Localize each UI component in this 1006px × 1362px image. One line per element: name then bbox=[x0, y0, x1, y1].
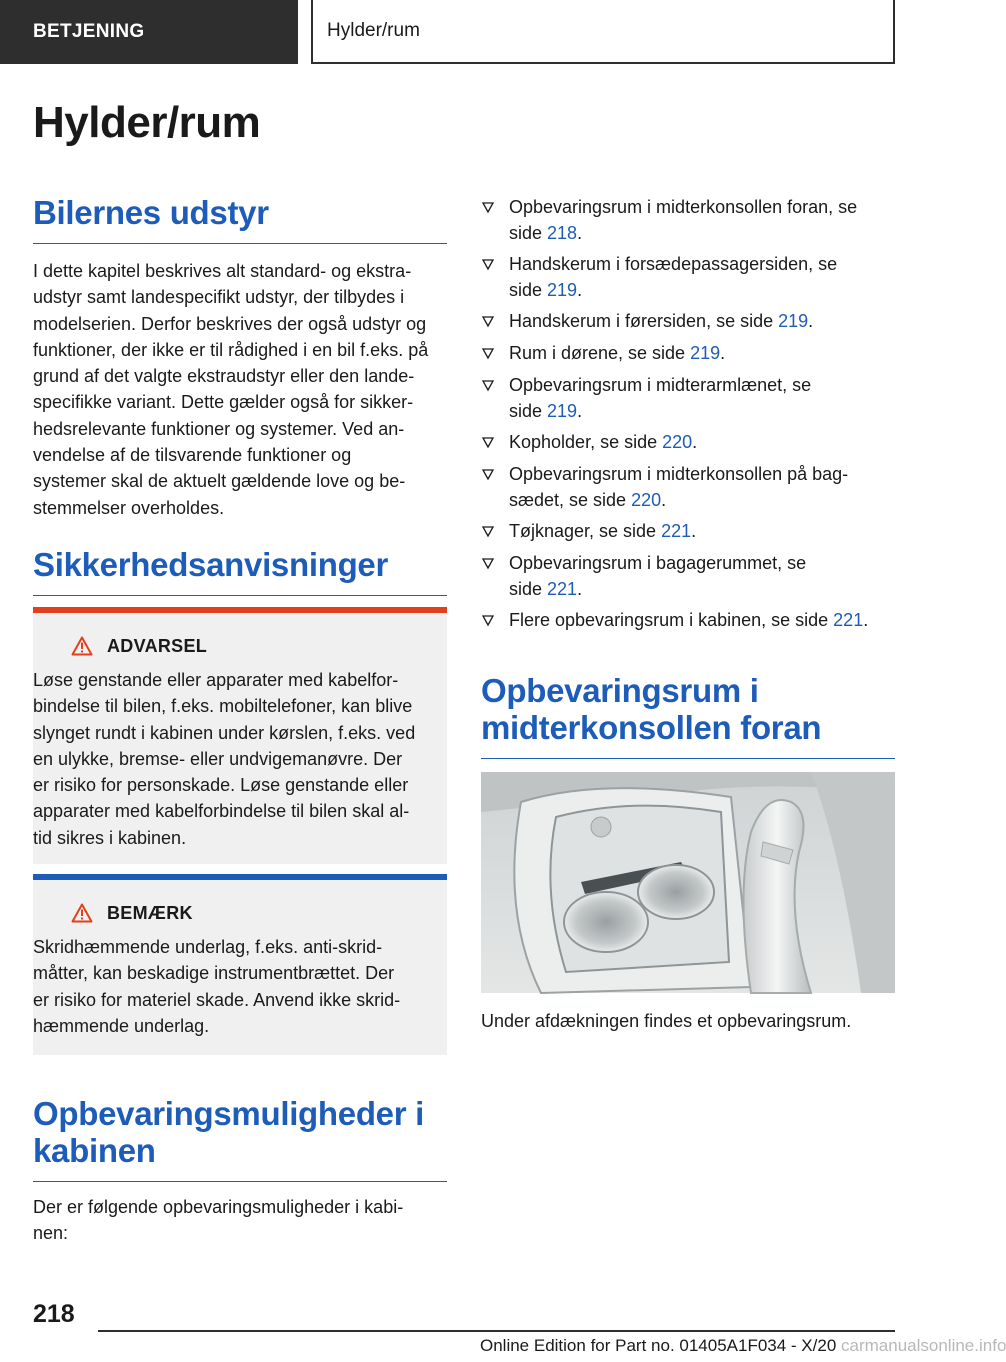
text-line: nen: bbox=[33, 1223, 69, 1244]
text-line: Løse genstande eller apparater med kabelfor- bbox=[33, 670, 399, 690]
item-text: Flere opbevaringsrum i kabinen, se side bbox=[509, 610, 834, 630]
bullet-triangle-icon bbox=[482, 258, 494, 270]
paragraph-equipment bbox=[33, 258, 447, 521]
item-end: . bbox=[863, 610, 869, 630]
bullet-triangle-icon bbox=[482, 379, 494, 391]
note-box bbox=[33, 874, 447, 1055]
page-title: Hylder/rum bbox=[33, 98, 261, 147]
item-line bbox=[509, 429, 697, 455]
page-link[interactable]: 218 bbox=[547, 223, 578, 244]
list-item bbox=[481, 340, 725, 366]
text-line: hæmmende underlag. bbox=[33, 1015, 210, 1036]
heading-line: Opbevaringsmuligheder i bbox=[33, 1095, 425, 1132]
text-line: grund af det valgte ekstraudstyr eller den lande- bbox=[33, 366, 415, 387]
heading-equipment: Bilernes udstyr bbox=[33, 194, 447, 244]
warning-triangle-icon bbox=[71, 636, 93, 656]
warning-text bbox=[33, 667, 447, 851]
heading-storage-options bbox=[33, 1095, 447, 1182]
footer-edition bbox=[480, 1336, 1006, 1358]
photo-caption: Under afdækningen findes et opbevaringsrum. bbox=[481, 1011, 852, 1031]
list-item bbox=[481, 194, 857, 247]
warning-box bbox=[33, 607, 447, 864]
bullet-triangle-icon bbox=[482, 436, 494, 448]
item-text: side bbox=[509, 223, 548, 244]
item-end: . bbox=[720, 343, 726, 363]
item-text: side bbox=[509, 401, 548, 422]
item-text: Tøjknager, se side bbox=[509, 521, 662, 541]
item-end: . bbox=[577, 280, 583, 301]
item-end: . bbox=[692, 432, 698, 452]
text-line: stemmelser overholdes. bbox=[33, 497, 225, 518]
note-title: BEMÆRK bbox=[107, 902, 193, 923]
text-line: specifikke variant. Dette gælder også for sikker- bbox=[33, 392, 414, 413]
page-link[interactable]: 221 bbox=[547, 579, 578, 600]
item-text: sædet, se side bbox=[509, 490, 632, 511]
edition-text: Online Edition for Part no. 01405A1F034 - X/20 bbox=[480, 1336, 837, 1355]
item-text: side bbox=[509, 280, 548, 301]
topic-tab bbox=[311, 0, 895, 64]
page-link[interactable]: 220 bbox=[662, 432, 693, 452]
item-end: . bbox=[661, 490, 667, 511]
section-tab bbox=[0, 0, 298, 64]
text-line: apparater med kabelforbindelse til bilen skal al- bbox=[33, 801, 410, 822]
watermark-text: carmanualsonline.info bbox=[841, 1336, 1006, 1355]
text-line: slynget rundt i kabinen under kørslen, f.eks. ved bbox=[33, 722, 416, 743]
item-end: . bbox=[691, 521, 697, 541]
item-end: . bbox=[577, 579, 583, 600]
item-text: Handskerum i førersiden, se side bbox=[509, 311, 779, 331]
bullet-triangle-icon bbox=[482, 468, 494, 480]
bullet-triangle-icon bbox=[482, 557, 494, 569]
item-line bbox=[509, 277, 837, 303]
list-item bbox=[481, 518, 696, 544]
item-end: . bbox=[577, 223, 583, 244]
center-console-photo bbox=[481, 772, 895, 993]
item-text: Kopholder, se side bbox=[509, 432, 663, 452]
text-line: hedsrelevante funktioner og systemer. Ved an- bbox=[33, 418, 405, 439]
list-item bbox=[481, 550, 806, 603]
page-number: 218 bbox=[33, 1300, 75, 1328]
text-line: udstyr samt landespecifikt udstyr, der tilbydes i bbox=[33, 287, 405, 308]
item-line: Handskerum i forsædepassagersiden, se bbox=[509, 254, 838, 274]
item-line bbox=[509, 576, 806, 602]
heading-line: kabinen bbox=[33, 1132, 156, 1169]
page-link[interactable]: 219 bbox=[778, 311, 809, 331]
heading-line: midterkonsollen foran bbox=[481, 709, 822, 746]
bullet-triangle-icon bbox=[482, 614, 494, 626]
list-item bbox=[481, 461, 848, 514]
note-header bbox=[71, 898, 447, 928]
list-item bbox=[481, 429, 697, 455]
footer-rule bbox=[98, 1330, 895, 1332]
page-link[interactable]: 219 bbox=[547, 280, 578, 301]
note-text bbox=[33, 934, 447, 1039]
bullet-triangle-icon bbox=[482, 525, 494, 537]
text-line: tid sikres i kabinen. bbox=[33, 827, 187, 848]
item-line: Opbevaringsrum i bagagerummet, se bbox=[509, 553, 807, 573]
text-line: Der er følgende opbevaringsmuligheder i kabi- bbox=[33, 1197, 404, 1217]
list-item bbox=[481, 251, 837, 304]
heading-console-storage bbox=[481, 672, 895, 759]
text-line: Skridhæmmende underlag, f.eks. anti-skrid- bbox=[33, 937, 383, 957]
warning-title: ADVARSEL bbox=[107, 635, 208, 656]
list-item bbox=[481, 607, 868, 633]
page-link[interactable]: 221 bbox=[661, 521, 692, 541]
item-line bbox=[509, 518, 696, 544]
text-line: I dette kapitel beskrives alt standard- og ekstra- bbox=[33, 261, 412, 281]
section-label: BETJENING bbox=[33, 21, 145, 42]
item-line bbox=[509, 487, 848, 513]
item-end: . bbox=[577, 401, 583, 422]
page-link[interactable]: 220 bbox=[631, 490, 662, 511]
console-illustration bbox=[481, 772, 895, 993]
page-link[interactable]: 219 bbox=[547, 401, 578, 422]
item-line bbox=[509, 308, 813, 334]
text-line: funktioner, der ikke er til rådighed i en bil f.eks. på bbox=[33, 339, 429, 360]
item-line bbox=[509, 607, 868, 633]
page-link[interactable]: 221 bbox=[833, 610, 864, 630]
bullet-triangle-icon bbox=[482, 201, 494, 213]
text-line: er risiko for personskade. Løse genstande eller bbox=[33, 775, 409, 796]
item-line: Opbevaringsrum i midterkonsollen foran, se bbox=[509, 197, 858, 217]
item-text: side bbox=[509, 579, 548, 600]
text-line: bindelse til bilen, f.eks. mobiltelefoner, kan blive bbox=[33, 696, 413, 717]
warning-header bbox=[71, 631, 447, 661]
heading-safety: Sikkerhedsanvisninger bbox=[33, 546, 447, 596]
text-line: en ulykke, bremse- eller undvigemanøvre. Der bbox=[33, 748, 403, 769]
bullet-triangle-icon bbox=[482, 315, 494, 327]
text-line: modelserien. Derfor beskrives der også udstyr og bbox=[33, 313, 427, 334]
text-line: vendelse af de tilsvarende funktioner og bbox=[33, 445, 352, 466]
item-line bbox=[509, 398, 811, 424]
item-line bbox=[509, 340, 725, 366]
item-text: Rum i dørene, se side bbox=[509, 343, 691, 363]
text-line: er risiko for materiel skade. Anvend ikke skrid- bbox=[33, 989, 401, 1010]
item-line: Opbevaringsrum i midterarmlænet, se bbox=[509, 375, 812, 395]
text-line: systemer skal de aktuelt gældende love og be- bbox=[33, 471, 406, 492]
heading-line: Opbevaringsrum i bbox=[481, 672, 759, 709]
bullet-triangle-icon bbox=[482, 347, 494, 359]
item-line: Opbevaringsrum i midterkonsollen på bag- bbox=[509, 464, 849, 484]
page-link[interactable]: 219 bbox=[690, 343, 721, 363]
topic-label: Hylder/rum bbox=[327, 20, 420, 41]
item-end: . bbox=[808, 311, 814, 331]
text-line: måtter, kan beskadige instrumentbrættet. Der bbox=[33, 963, 395, 984]
paragraph-storage bbox=[33, 1194, 447, 1247]
item-line bbox=[509, 220, 857, 246]
list-item bbox=[481, 372, 811, 425]
list-item bbox=[481, 308, 813, 334]
caution-triangle-icon bbox=[71, 903, 93, 923]
